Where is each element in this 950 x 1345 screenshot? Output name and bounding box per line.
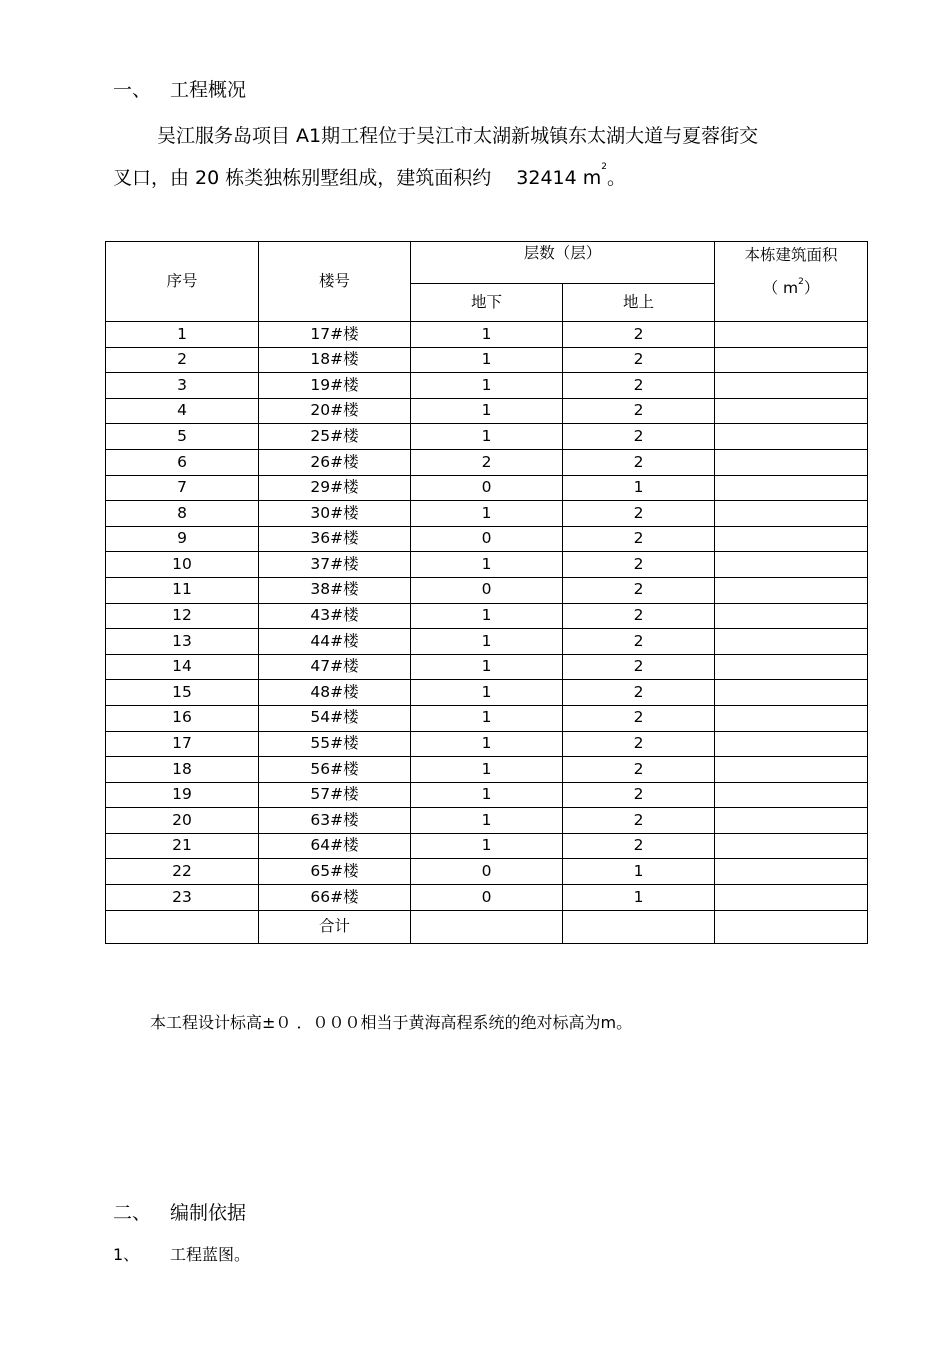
table-header-row-1 [106, 242, 868, 284]
table-row [106, 782, 868, 808]
area-unit-superscript: 2 [601, 162, 608, 172]
cell-underground: 0 [411, 526, 563, 552]
cell-area [715, 603, 868, 629]
cell-aboveground: 2 [563, 373, 715, 399]
cell-underground: 1 [411, 347, 563, 373]
cell-seq: 20 [106, 808, 259, 834]
cell-area [715, 398, 868, 424]
cell-area [715, 373, 868, 399]
cell-building: 29#楼 [259, 475, 411, 501]
cell-area [715, 654, 868, 680]
cell-underground: 1 [411, 680, 563, 706]
cell-area [715, 577, 868, 603]
table-row [106, 654, 868, 680]
cell-underground: 1 [411, 629, 563, 655]
basis-item-1-number: 1、 [113, 1245, 140, 1264]
cell-building: 47#楼 [259, 654, 411, 680]
cell-area [715, 885, 868, 911]
overview-paragraph-line-1: 吴江服务岛项目 A1期工程位于吴江市太湖新城镇东太湖大道与夏蓉街交 [157, 125, 759, 147]
table-row [106, 373, 868, 399]
cell-building: 54#楼 [259, 705, 411, 731]
cell-seq: 15 [106, 680, 259, 706]
cell-seq: 16 [106, 705, 259, 731]
cell-building: 66#楼 [259, 885, 411, 911]
cell-building: 63#楼 [259, 808, 411, 834]
total-underground [411, 910, 563, 943]
cell-aboveground: 2 [563, 449, 715, 475]
cell-building: 38#楼 [259, 577, 411, 603]
cell-area [715, 782, 868, 808]
cell-aboveground: 2 [563, 680, 715, 706]
cell-aboveground: 1 [563, 885, 715, 911]
cell-area [715, 322, 868, 348]
cell-aboveground: 2 [563, 322, 715, 348]
table-row [106, 577, 868, 603]
cell-seq: 23 [106, 885, 259, 911]
cell-area [715, 629, 868, 655]
cell-aboveground: 2 [563, 833, 715, 859]
cell-building: 25#楼 [259, 424, 411, 450]
cell-aboveground: 2 [563, 603, 715, 629]
cell-underground: 1 [411, 731, 563, 757]
section-2-title: 编制依据 [170, 1202, 247, 1224]
overview-paragraph-line-2 [113, 163, 626, 190]
table-row [106, 347, 868, 373]
cell-building: 37#楼 [259, 552, 411, 578]
cell-seq: 18 [106, 757, 259, 783]
cell-underground: 1 [411, 501, 563, 527]
header-floors: 层数（层） [411, 242, 715, 284]
cell-area [715, 731, 868, 757]
overview-paragraph-line-2-end: 。 [607, 167, 627, 189]
cell-building: 55#楼 [259, 731, 411, 757]
cell-area [715, 475, 868, 501]
cell-underground: 1 [411, 424, 563, 450]
cell-building: 18#楼 [259, 347, 411, 373]
cell-seq: 4 [106, 398, 259, 424]
cell-seq: 8 [106, 501, 259, 527]
cell-building: 20#楼 [259, 398, 411, 424]
cell-underground: 1 [411, 833, 563, 859]
cell-area [715, 552, 868, 578]
overview-paragraph-line-2-text: 叉口，由 20 栋类独栋别墅组成，建筑面积约 32414 m [113, 167, 602, 189]
cell-seq: 22 [106, 859, 259, 885]
header-area [715, 242, 868, 322]
header-underground: 地下 [411, 284, 563, 322]
cell-building: 48#楼 [259, 680, 411, 706]
cell-building: 57#楼 [259, 782, 411, 808]
cell-aboveground: 2 [563, 705, 715, 731]
section-1-title: 工程概况 [170, 79, 247, 101]
cell-seq: 7 [106, 475, 259, 501]
table-row [106, 731, 868, 757]
table-row [106, 475, 868, 501]
table-row [106, 859, 868, 885]
cell-area [715, 808, 868, 834]
cell-underground: 2 [411, 449, 563, 475]
cell-seq: 12 [106, 603, 259, 629]
cell-seq: 14 [106, 654, 259, 680]
basis-item-1-text: 工程蓝图。 [170, 1245, 251, 1264]
table-row [106, 501, 868, 527]
cell-seq: 5 [106, 424, 259, 450]
cell-underground: 1 [411, 603, 563, 629]
table-row [106, 680, 868, 706]
cell-underground: 1 [411, 322, 563, 348]
table-row [106, 705, 868, 731]
cell-underground: 1 [411, 552, 563, 578]
cell-aboveground: 2 [563, 654, 715, 680]
table-row [106, 833, 868, 859]
cell-aboveground: 2 [563, 501, 715, 527]
cell-area [715, 859, 868, 885]
header-seq: 序号 [106, 242, 259, 322]
cell-seq: 11 [106, 577, 259, 603]
cell-aboveground: 2 [563, 808, 715, 834]
total-aboveground [563, 910, 715, 943]
cell-area [715, 501, 868, 527]
table-row [106, 552, 868, 578]
cell-underground: 1 [411, 782, 563, 808]
cell-seq: 17 [106, 731, 259, 757]
cell-underground: 0 [411, 577, 563, 603]
cell-aboveground: 2 [563, 347, 715, 373]
header-building: 楼号 [259, 242, 411, 322]
cell-underground: 0 [411, 475, 563, 501]
header-aboveground: 地上 [563, 284, 715, 322]
cell-aboveground: 2 [563, 552, 715, 578]
cell-seq: 1 [106, 322, 259, 348]
cell-area [715, 424, 868, 450]
cell-aboveground: 1 [563, 475, 715, 501]
table-row [106, 629, 868, 655]
cell-building: 44#楼 [259, 629, 411, 655]
total-area [715, 910, 868, 943]
cell-aboveground: 2 [563, 782, 715, 808]
table-row [106, 603, 868, 629]
cell-aboveground: 2 [563, 577, 715, 603]
header-area-unit: （ $m^2$） [762, 276, 820, 297]
cell-seq: 10 [106, 552, 259, 578]
building-table [105, 241, 868, 944]
cell-area [715, 347, 868, 373]
section-2-number: 二、 [113, 1202, 152, 1224]
cell-seq: 6 [106, 449, 259, 475]
cell-area [715, 680, 868, 706]
table-total-row [106, 910, 868, 943]
cell-building: 65#楼 [259, 859, 411, 885]
elevation-note: 本工程设计标高±０ ．０００相当于黄海高程系统的绝对标高为m。 [150, 1013, 633, 1032]
cell-building: 26#楼 [259, 449, 411, 475]
cell-building: 56#楼 [259, 757, 411, 783]
table-row [106, 885, 868, 911]
cell-underground: 1 [411, 757, 563, 783]
cell-underground: 1 [411, 705, 563, 731]
cell-seq: 2 [106, 347, 259, 373]
cell-area [715, 705, 868, 731]
cell-underground: 1 [411, 373, 563, 399]
cell-aboveground: 2 [563, 424, 715, 450]
cell-aboveground: 2 [563, 398, 715, 424]
cell-aboveground: 2 [563, 526, 715, 552]
cell-aboveground: 1 [563, 859, 715, 885]
cell-underground: 1 [411, 808, 563, 834]
cell-aboveground: 2 [563, 757, 715, 783]
cell-seq: 21 [106, 833, 259, 859]
cell-underground: 1 [411, 654, 563, 680]
table-row [106, 398, 868, 424]
table-row [106, 757, 868, 783]
table-row [106, 449, 868, 475]
cell-aboveground: 2 [563, 731, 715, 757]
cell-area [715, 833, 868, 859]
cell-building: 30#楼 [259, 501, 411, 527]
cell-underground: 0 [411, 885, 563, 911]
cell-seq: 19 [106, 782, 259, 808]
table-row [106, 808, 868, 834]
cell-seq: 9 [106, 526, 259, 552]
cell-building: 17#楼 [259, 322, 411, 348]
cell-underground: 0 [411, 859, 563, 885]
cell-area [715, 526, 868, 552]
cell-building: 19#楼 [259, 373, 411, 399]
cell-underground: 1 [411, 398, 563, 424]
table-row [106, 526, 868, 552]
cell-building: 64#楼 [259, 833, 411, 859]
cell-seq: 3 [106, 373, 259, 399]
section-1-number: 一、 [113, 79, 152, 101]
cell-area [715, 757, 868, 783]
cell-area [715, 449, 868, 475]
cell-building: 36#楼 [259, 526, 411, 552]
header-area-label: 本栋建筑面积 [744, 246, 838, 264]
cell-aboveground: 2 [563, 629, 715, 655]
table-row [106, 322, 868, 348]
cell-seq: 13 [106, 629, 259, 655]
total-cell-seq [106, 910, 259, 943]
total-label: 合计 [259, 910, 411, 943]
cell-building: 43#楼 [259, 603, 411, 629]
table-row [106, 424, 868, 450]
